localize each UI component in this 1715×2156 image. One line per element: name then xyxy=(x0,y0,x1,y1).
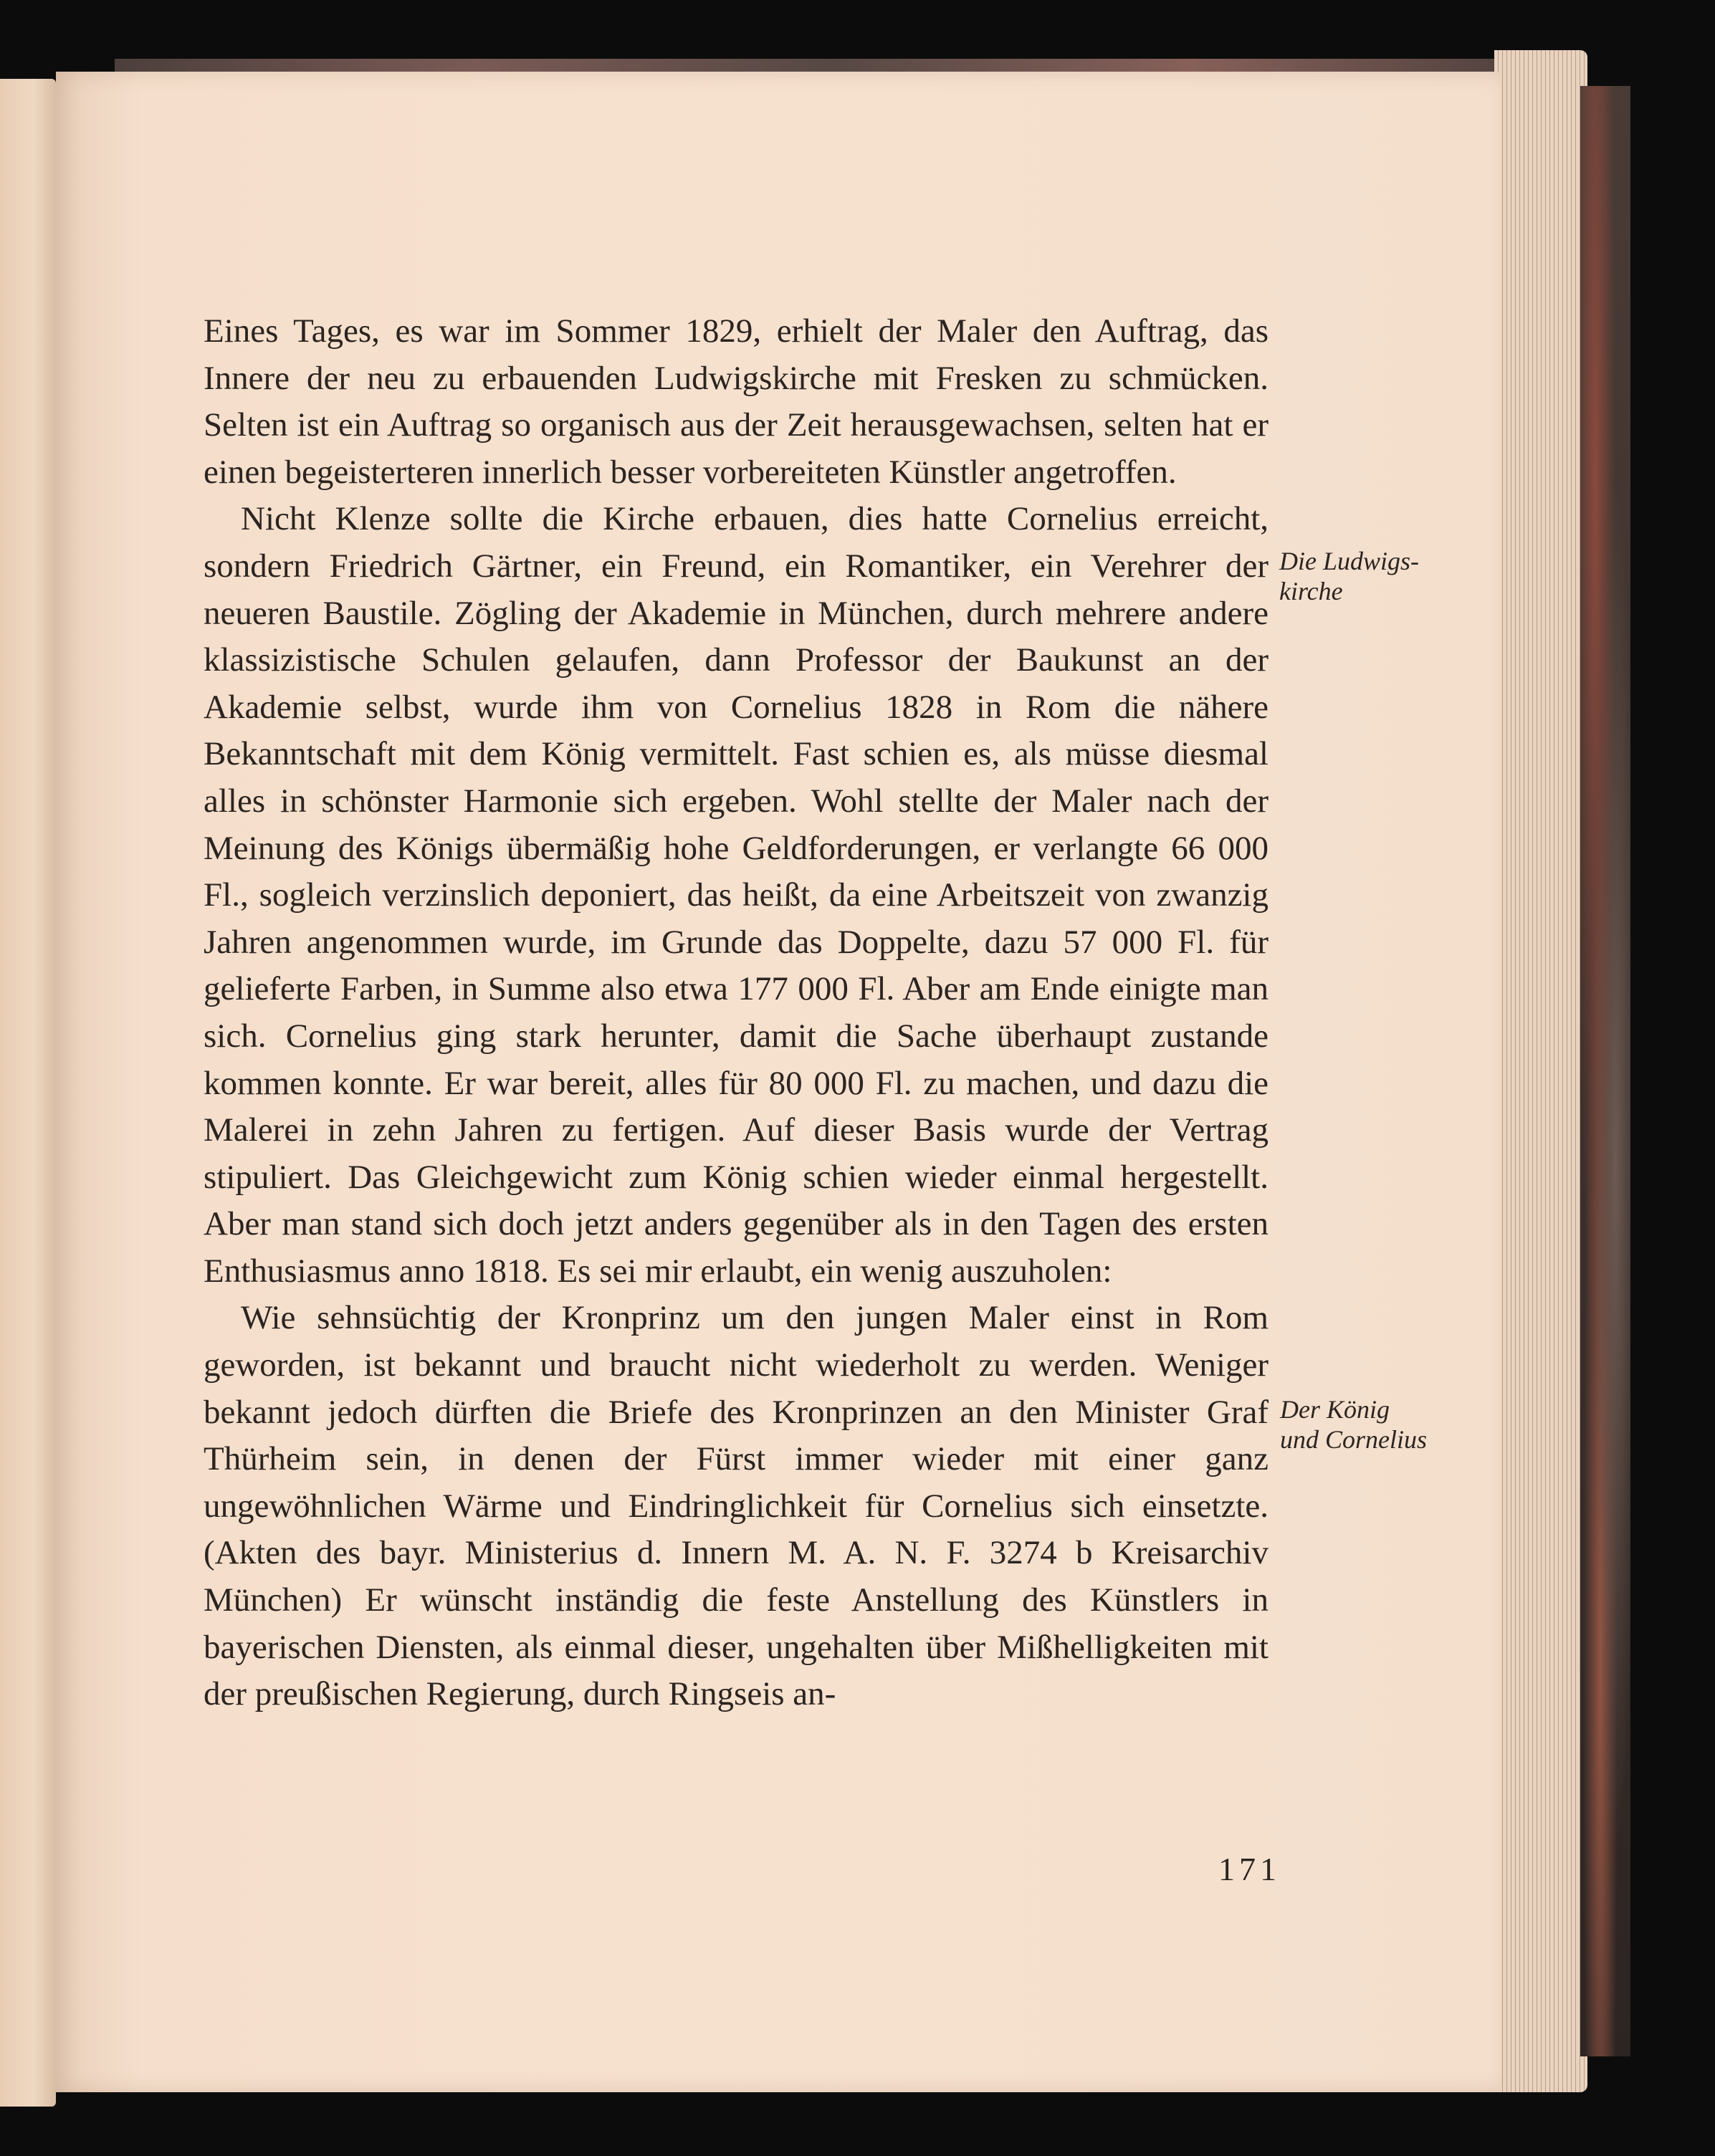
page-number: 171 xyxy=(1218,1851,1281,1887)
margin-note-ludwigskirche: Die Ludwigs- kirche xyxy=(1279,547,1420,605)
paragraph-ludwigskirche-intro: Eines Tages, es war im Sommer 1829, erhielt der Maler den Auftrag, das Innere der neu zu erbauenden Ludwigskirche mit Fresken zu schmücken. Selten ist ein Auftrag so organisch aus der Zeit herausgewachsen, selten hat er einen begeisterteren innerlich besser vorbereiteten Künstler angetroffen. xyxy=(204,312,1269,491)
paragraph-kronprinz: Wie sehnsüchtig der Kronprinz um den jungen Maler einst in Rom geworden, ist bekannt und braucht nicht wiederholt zu werden. Weniger bekannt jedoch dürften die Briefe des Kronprinzen an den Minister Graf Thürheim sein, in denen der Fürst immer wieder mit einer ganz ungewöhnlichen Wärme und Eindringlichkeit für Cornelius sich einsetzte. (Akten des bayr. Ministerius d. Innern M. A. N. F. 3274 b Kreisarchiv München) Er wünscht inständig die feste Anstellung des Künstlers in bayerischen Diensten, als einmal dieser, ungehalten über Mißhelligkeiten mit der preußischen Regierung, durch Ringseis an- xyxy=(204,1299,1269,1713)
page-block-edge xyxy=(1494,50,1587,2092)
margin-note-koenig-cornelius: Der König und Cornelius xyxy=(1280,1395,1428,1454)
body-text xyxy=(204,308,1269,1718)
marbled-cover xyxy=(1580,86,1630,2056)
paragraph-klenze-gaertner: Nicht Klenze sollte die Kirche erbauen, dies hatte Cornelius erreicht, sondern Friedrich Gärtner, ein Freund, ein Romantiker, ein Verehrer der neueren Baustile. Zögling der Akademie in München, durch mehrere andere klassizistische Schulen gelaufen, dann Professor der Baukunst an der Akademie selbst, wurde ihm von Cornelius 1828 in Rom die nähere Bekanntschaft mit dem König vermittelt. Fast schien es, als müsse diesmal alles in schönster Harmonie sich ergeben. Wohl stellte der Maler nach der Meinung des Königs übermäßig hohe Geldforderungen, er verlangte 66 000 Fl., sogleich verzinslich deponiert, das heißt, da eine Arbeitszeit von zwanzig Jahren angenommen wurde, im Grunde das Doppelte, dazu 57 000 Fl. für gelieferte Farben, in Summe also etwa 177 000 Fl. Aber am Ende einigte man sich. Cornelius ging stark herunter, damit die Sache überhaupt zustande kommen konnte. Er war bereit, alles für 80 000 Fl. zu machen, und dazu die Malerei in zehn Jahren zu fertigen. Auf dieser Basis wurde der Vertrag stipuliert. Das Gleichgewicht zum König schien wieder einmal hergestellt. Aber man stand sich doch jetzt anders gegenüber als in den Tagen des ersten Enthusiasmus anno 1818. Es sei mir erlaubt, ein wenig auszuholen: xyxy=(204,500,1269,1290)
previous-page-edge xyxy=(0,79,56,2107)
book-page xyxy=(56,72,1501,2092)
